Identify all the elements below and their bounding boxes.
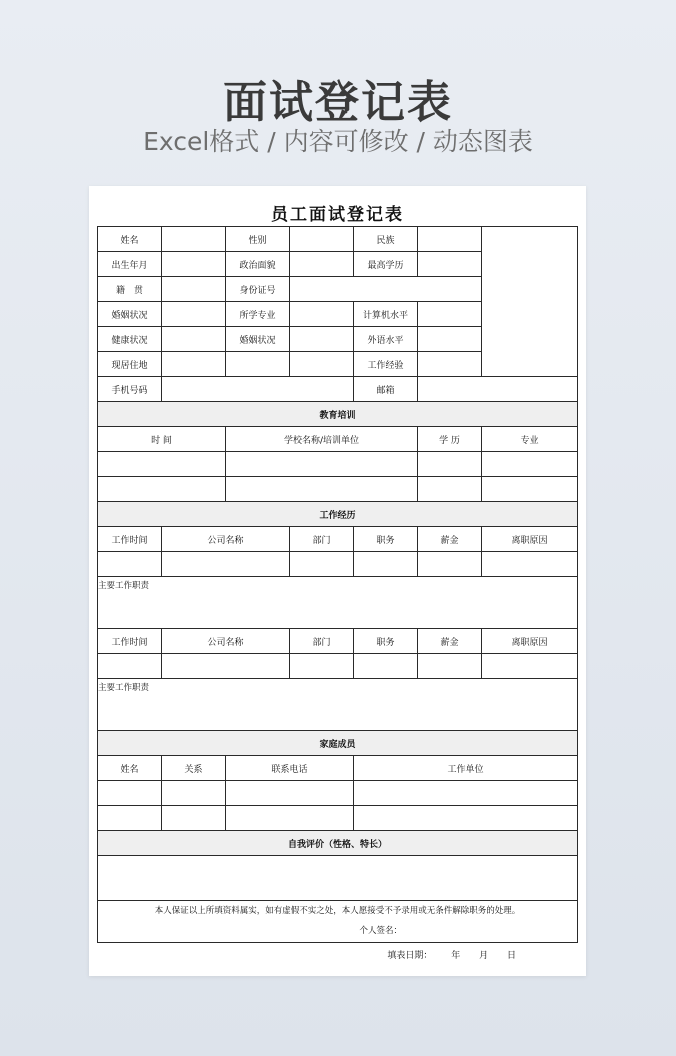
header-work-dept: 部门 bbox=[290, 527, 354, 552]
photo-cell[interactable] bbox=[482, 227, 578, 377]
header-family-name: 姓名 bbox=[98, 756, 162, 781]
input-edu-time[interactable] bbox=[98, 477, 226, 502]
input-edu-school[interactable] bbox=[226, 452, 418, 477]
input-address-1[interactable] bbox=[162, 352, 226, 377]
label-native: 籍 贯 bbox=[98, 277, 162, 302]
input-idno[interactable] bbox=[290, 277, 482, 302]
label-address: 现居住地 bbox=[98, 352, 162, 377]
input-family-workplace[interactable] bbox=[354, 781, 578, 806]
label-major: 所学专业 bbox=[226, 302, 290, 327]
hero-subtitle: Excel格式 / 内容可修改 / 动态图表 bbox=[143, 127, 533, 156]
header-work-time: 工作时间 bbox=[98, 629, 162, 654]
input-family-name[interactable] bbox=[98, 806, 162, 831]
input-family-workplace[interactable] bbox=[354, 806, 578, 831]
input-health[interactable] bbox=[162, 327, 226, 352]
input-gender[interactable] bbox=[290, 227, 354, 252]
input-edu-major[interactable] bbox=[482, 452, 578, 477]
section-family: 家庭成员 bbox=[98, 731, 578, 756]
header-work-salary: 薪金 bbox=[418, 527, 482, 552]
input-edu-school[interactable] bbox=[226, 477, 418, 502]
label-birth: 出生年月 bbox=[98, 252, 162, 277]
input-work-reason[interactable] bbox=[482, 654, 578, 679]
input-language[interactable] bbox=[418, 327, 482, 352]
label-ethnicity: 民族 bbox=[354, 227, 418, 252]
header-family-relation: 关系 bbox=[162, 756, 226, 781]
input-edu-major[interactable] bbox=[482, 477, 578, 502]
label-name: 姓名 bbox=[98, 227, 162, 252]
input-family-phone[interactable] bbox=[226, 781, 354, 806]
input-edu-degree[interactable] bbox=[418, 452, 482, 477]
header-work-company: 公司名称 bbox=[162, 527, 290, 552]
input-work-reason[interactable] bbox=[482, 552, 578, 577]
header-work-salary: 薪金 bbox=[418, 629, 482, 654]
section-self-eval: 自我评价（性格、特长） bbox=[98, 831, 578, 856]
fill-date-label: 填表日期： bbox=[387, 951, 433, 961]
label-health: 健康状况 bbox=[98, 327, 162, 352]
input-phone[interactable] bbox=[162, 377, 354, 402]
input-experience[interactable] bbox=[418, 352, 482, 377]
header-work-dept: 部门 bbox=[290, 629, 354, 654]
input-family-relation[interactable] bbox=[162, 781, 226, 806]
header-work-position: 职务 bbox=[354, 527, 418, 552]
input-work-dept[interactable] bbox=[290, 552, 354, 577]
input-family-phone[interactable] bbox=[226, 806, 354, 831]
header-edu-school: 学校名称/培训单位 bbox=[226, 427, 418, 452]
label-gender: 性别 bbox=[226, 227, 290, 252]
label-email: 邮箱 bbox=[354, 377, 418, 402]
input-work-company[interactable] bbox=[162, 552, 290, 577]
input-major[interactable] bbox=[290, 302, 354, 327]
registration-table bbox=[97, 226, 578, 943]
input-work-position[interactable] bbox=[354, 654, 418, 679]
header-work-position: 职务 bbox=[354, 629, 418, 654]
header-work-company: 公司名称 bbox=[162, 629, 290, 654]
input-work-time[interactable] bbox=[98, 654, 162, 679]
work-duties-2[interactable]: 主要工作职责 bbox=[98, 679, 578, 731]
input-work-dept[interactable] bbox=[290, 654, 354, 679]
label-marital2: 婚姻状况 bbox=[226, 327, 290, 352]
input-address-2[interactable] bbox=[226, 352, 290, 377]
input-work-company[interactable] bbox=[162, 654, 290, 679]
fill-date-month[interactable]: 月 bbox=[479, 951, 489, 961]
declaration-text: 本人保证以上所填资料属实，如有虚假不实之处，本人愿接受不予录用或无条件解除职务的处理。 bbox=[154, 906, 521, 916]
hero-title: 面试登记表 bbox=[223, 77, 453, 128]
section-work: 工作经历 bbox=[98, 502, 578, 527]
fill-date-day[interactable]: 日 bbox=[506, 951, 516, 961]
input-email[interactable] bbox=[418, 377, 578, 402]
input-computer[interactable] bbox=[418, 302, 482, 327]
work-duties-1[interactable]: 主要工作职责 bbox=[98, 577, 578, 629]
label-education: 最高学历 bbox=[354, 252, 418, 277]
input-family-name[interactable] bbox=[98, 781, 162, 806]
form-title: 员工面试登记表 bbox=[271, 205, 404, 225]
input-work-salary[interactable] bbox=[418, 552, 482, 577]
fill-date-year[interactable]: 年 bbox=[451, 951, 461, 961]
header-edu-degree: 学 历 bbox=[418, 427, 482, 452]
input-ethnicity[interactable] bbox=[418, 227, 482, 252]
label-political: 政治面貌 bbox=[226, 252, 290, 277]
input-address-3[interactable] bbox=[290, 352, 354, 377]
header-family-workplace: 工作单位 bbox=[354, 756, 578, 781]
label-experience: 工作经验 bbox=[354, 352, 418, 377]
label-language: 外语水平 bbox=[354, 327, 418, 352]
label-idno: 身份证号 bbox=[226, 277, 290, 302]
input-marital2[interactable] bbox=[290, 327, 354, 352]
input-self-eval[interactable] bbox=[98, 856, 578, 901]
input-education[interactable] bbox=[418, 252, 482, 277]
signature-label[interactable]: 个人签名： bbox=[359, 926, 402, 936]
input-political[interactable] bbox=[290, 252, 354, 277]
header-edu-major: 专业 bbox=[482, 427, 578, 452]
header-work-time: 工作时间 bbox=[98, 527, 162, 552]
input-family-relation[interactable] bbox=[162, 806, 226, 831]
label-marital: 婚姻状况 bbox=[98, 302, 162, 327]
section-education: 教育培训 bbox=[98, 402, 578, 427]
input-work-position[interactable] bbox=[354, 552, 418, 577]
header-edu-time: 时 间 bbox=[98, 427, 226, 452]
fill-date bbox=[387, 948, 516, 961]
input-birth[interactable] bbox=[162, 252, 226, 277]
input-name[interactable] bbox=[162, 227, 226, 252]
form-sheet bbox=[89, 186, 586, 976]
input-edu-degree[interactable] bbox=[418, 477, 482, 502]
input-native[interactable] bbox=[162, 277, 226, 302]
input-marital[interactable] bbox=[162, 302, 226, 327]
input-edu-time[interactable] bbox=[98, 452, 226, 477]
label-phone: 手机号码 bbox=[98, 377, 162, 402]
label-computer: 计算机水平 bbox=[354, 302, 418, 327]
declaration-cell bbox=[98, 901, 578, 943]
header-work-reason: 离职原因 bbox=[482, 629, 578, 654]
header-family-phone: 联系电话 bbox=[226, 756, 354, 781]
input-work-time[interactable] bbox=[98, 552, 162, 577]
input-work-salary[interactable] bbox=[418, 654, 482, 679]
header-work-reason: 离职原因 bbox=[482, 527, 578, 552]
